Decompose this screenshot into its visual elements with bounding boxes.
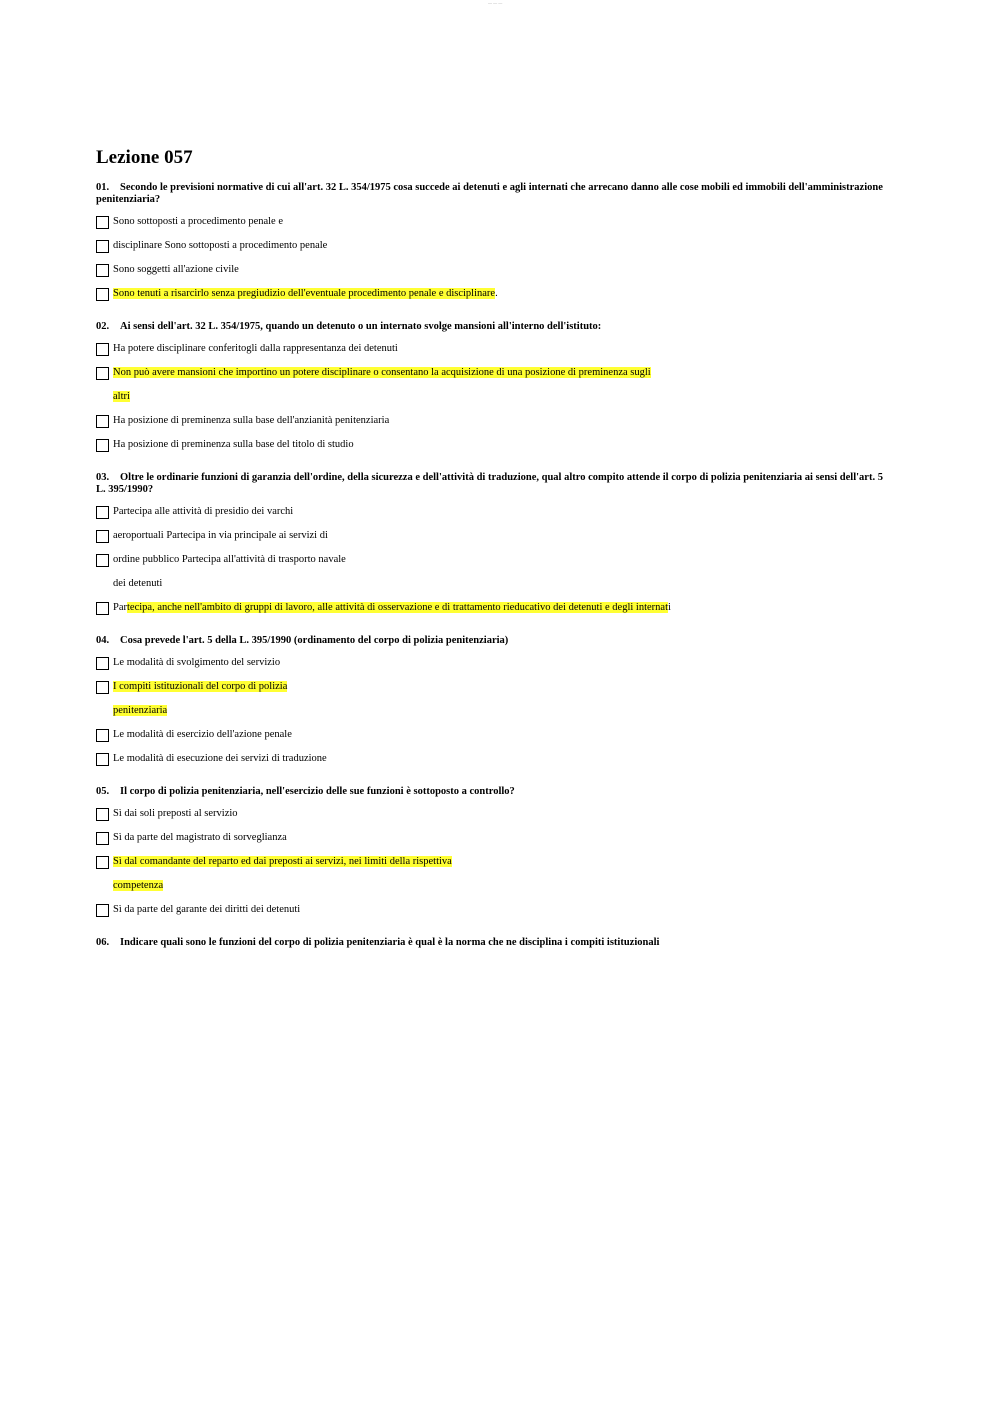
question-text xyxy=(96,472,886,496)
answer-text-segment: Sì dai soli preposti al servizio xyxy=(113,808,238,819)
answer-checkbox[interactable] xyxy=(96,530,109,543)
answer-line xyxy=(113,342,398,356)
question-prompt: Oltre le ordinarie funzioni di garanzia dell'ordine, della sicurezza e dell'attività di traduzione, qual altro compito attende il corpo di polizia penitenziaria ai sensi dell'art. 5 L. 395/1990? xyxy=(96,472,883,495)
answer-line xyxy=(113,438,354,452)
answer-text-segment: aeroportuali Partecipa in via principale ai servizi di xyxy=(113,530,328,541)
answer-option[interactable] xyxy=(96,553,886,591)
question-text xyxy=(96,635,886,647)
answer-checkbox[interactable] xyxy=(96,415,109,428)
question-text xyxy=(96,786,886,798)
question-number: 01. xyxy=(96,182,110,193)
answer-line xyxy=(113,215,283,229)
answer-checkbox[interactable] xyxy=(96,681,109,694)
answer-text-segment: Par xyxy=(113,602,127,613)
question-text xyxy=(96,182,886,206)
answer-option[interactable] xyxy=(96,342,886,356)
answer-line xyxy=(113,414,389,428)
answer-option[interactable] xyxy=(96,855,886,893)
answer-text xyxy=(113,287,498,301)
answer-option[interactable] xyxy=(96,438,886,452)
answer-option[interactable] xyxy=(96,656,886,670)
answer-line xyxy=(113,287,498,301)
answer-option[interactable] xyxy=(96,263,886,277)
question-prompt: Secondo le previsioni normative di cui all'art. 32 L. 354/1975 cosa succede ai detenuti e agli internati che arrecano danno alle cose mobili ed immobili dell'amministrazione penitenziaria? xyxy=(96,182,883,205)
answer-checkbox[interactable] xyxy=(96,506,109,519)
answer-option[interactable] xyxy=(96,505,886,519)
question-5 xyxy=(96,786,886,917)
answer-option[interactable] xyxy=(96,215,886,229)
answer-option[interactable] xyxy=(96,287,886,301)
answer-checkbox[interactable] xyxy=(96,856,109,869)
question-number: 04. xyxy=(96,635,110,646)
answer-text-segment: Le modalità di esercizio dell'azione penale xyxy=(113,729,292,740)
page-header-mark: — — — xyxy=(488,0,503,5)
answer-text-segment: i xyxy=(668,602,671,613)
answer-text xyxy=(113,505,293,519)
answer-checkbox[interactable] xyxy=(96,439,109,452)
answer-checkbox[interactable] xyxy=(96,554,109,567)
answer-option[interactable] xyxy=(96,680,886,718)
answer-line xyxy=(113,903,300,917)
question-2 xyxy=(96,321,886,452)
answer-text xyxy=(113,656,280,670)
answer-text-segment: Sono soggetti all'azione civile xyxy=(113,264,239,275)
answer-text xyxy=(113,438,354,452)
answer-checkbox[interactable] xyxy=(96,264,109,277)
answer-line xyxy=(113,505,293,519)
document-page xyxy=(96,146,886,969)
highlighted-correct-answer: tecipa, anche nell'ambito di gruppi di lavoro, alle attività di osservazione e di trattamento rieducativo dei detenuti e degli internat xyxy=(127,602,668,613)
answer-text xyxy=(113,414,389,428)
highlighted-correct-answer: Sono tenuti a risarcirlo senza pregiudizio dell'eventuale procedimento penale e disciplinare xyxy=(113,288,496,299)
answer-checkbox[interactable] xyxy=(96,602,109,615)
answer-line xyxy=(113,879,452,893)
answer-text xyxy=(113,529,328,543)
answer-checkbox[interactable] xyxy=(96,343,109,356)
answer-option[interactable] xyxy=(96,728,886,742)
answer-line xyxy=(113,807,238,821)
answer-checkbox[interactable] xyxy=(96,367,109,380)
answer-option[interactable] xyxy=(96,529,886,543)
answer-line xyxy=(113,263,239,277)
answer-line xyxy=(113,601,671,615)
answer-checkbox[interactable] xyxy=(96,216,109,229)
answer-option[interactable] xyxy=(96,831,886,845)
answer-line xyxy=(113,728,292,742)
question-4 xyxy=(96,635,886,766)
answer-text-segment: Sì da parte del magistrato di sorveglianza xyxy=(113,832,287,843)
question-6 xyxy=(96,937,886,949)
answer-line xyxy=(113,752,327,766)
answer-checkbox[interactable] xyxy=(96,904,109,917)
highlighted-correct-answer: penitenziaria xyxy=(113,705,168,716)
question-prompt: Indicare quali sono le funzioni del corpo di polizia penitenziaria è qual è la norma che ne disciplina i compiti istituzionali xyxy=(120,937,660,948)
question-number: 02. xyxy=(96,321,110,332)
answer-line xyxy=(113,553,346,567)
answer-text-segment: Ha potere disciplinare conferitogli dalla rappresentanza dei detenuti xyxy=(113,343,398,354)
answer-line xyxy=(113,577,346,591)
question-prompt: Cosa prevede l'art. 5 della L. 395/1990 (ordinamento del corpo di polizia penitenziaria) xyxy=(120,635,509,646)
answer-text xyxy=(113,366,651,404)
answer-line xyxy=(113,656,280,670)
answer-text xyxy=(113,855,452,893)
answer-line xyxy=(113,680,287,694)
question-1 xyxy=(96,182,886,301)
answer-text xyxy=(113,831,287,845)
answer-text xyxy=(113,680,287,718)
answer-text xyxy=(113,752,327,766)
answer-text xyxy=(113,215,283,229)
question-prompt: Ai sensi dell'art. 32 L. 354/1975, quando un detenuto o un internato svolge mansioni all'interno dell'istituto: xyxy=(120,321,602,332)
highlighted-correct-answer: Sì dal comandante del reparto ed dai preposti ai servizi, nei limiti della rispettiva xyxy=(113,856,452,867)
answer-text-segment: Sono sottoposti a procedimento penale e xyxy=(113,216,284,227)
answer-text-segment: Le modalità di svolgimento del servizio xyxy=(113,657,281,668)
answer-line xyxy=(113,366,651,380)
answer-line xyxy=(113,390,651,404)
answer-text xyxy=(113,807,238,821)
answer-text-segment: ordine pubblico Partecipa all'attività di trasporto navale xyxy=(113,554,346,565)
answer-text-segment: dei detenuti xyxy=(113,578,163,589)
answer-text xyxy=(113,342,398,356)
highlighted-correct-answer: competenza xyxy=(113,880,164,891)
answer-option[interactable] xyxy=(96,366,886,404)
answer-text-segment: Ha posizione di preminenza sulla base del titolo di studio xyxy=(113,439,354,450)
question-number: 03. xyxy=(96,472,110,483)
answer-text-segment: . xyxy=(495,288,498,299)
answer-option[interactable] xyxy=(96,903,886,917)
answer-checkbox[interactable] xyxy=(96,832,109,845)
answer-line xyxy=(113,239,327,253)
answer-text xyxy=(113,263,239,277)
answer-line xyxy=(113,831,287,845)
answer-option[interactable] xyxy=(96,239,886,253)
answer-text xyxy=(113,903,300,917)
answer-line xyxy=(113,855,452,869)
answer-text xyxy=(113,728,292,742)
answer-checkbox[interactable] xyxy=(96,753,109,766)
question-text xyxy=(96,937,886,949)
question-prompt: Il corpo di polizia penitenziaria, nell'esercizio delle sue funzioni è sottoposto a controllo? xyxy=(120,786,515,797)
question-3 xyxy=(96,472,886,615)
answer-option[interactable] xyxy=(96,807,886,821)
lesson-title: Lezione 057 xyxy=(96,147,193,168)
answer-text-segment: Le modalità di esecuzione dei servizi di traduzione xyxy=(113,753,327,764)
answer-line xyxy=(113,704,287,718)
answer-text-segment: Sì da parte del garante dei diritti dei detenuti xyxy=(113,904,301,915)
question-number: 06. xyxy=(96,937,110,948)
answer-checkbox[interactable] xyxy=(96,657,109,670)
answer-text-segment: Partecipa alle attività di presidio dei varchi xyxy=(113,506,294,517)
question-text xyxy=(96,321,886,333)
highlighted-correct-answer: altri xyxy=(113,391,130,402)
answer-line xyxy=(113,529,328,543)
answer-option[interactable] xyxy=(96,414,886,428)
answer-option[interactable] xyxy=(96,601,886,615)
highlighted-correct-answer: I compiti istituzionali del corpo di polizia xyxy=(113,681,288,692)
answer-checkbox[interactable] xyxy=(96,288,109,301)
highlighted-correct-answer: Non può avere mansioni che importino un potere disciplinare o consentano la acquisizione di una posizione di preminenza sugli xyxy=(113,367,651,378)
question-list xyxy=(96,182,886,949)
answer-text-segment: Ha posizione di preminenza sulla base dell'anzianità penitenziaria xyxy=(113,415,390,426)
answer-checkbox[interactable] xyxy=(96,240,109,253)
question-number: 05. xyxy=(96,786,110,797)
answer-text-segment: disciplinare Sono sottoposti a procedimento penale xyxy=(113,240,328,251)
answer-checkbox[interactable] xyxy=(96,729,109,742)
answer-text xyxy=(113,553,346,591)
answer-text xyxy=(113,601,671,615)
answer-option[interactable] xyxy=(96,752,886,766)
answer-text xyxy=(113,239,327,253)
answer-checkbox[interactable] xyxy=(96,808,109,821)
